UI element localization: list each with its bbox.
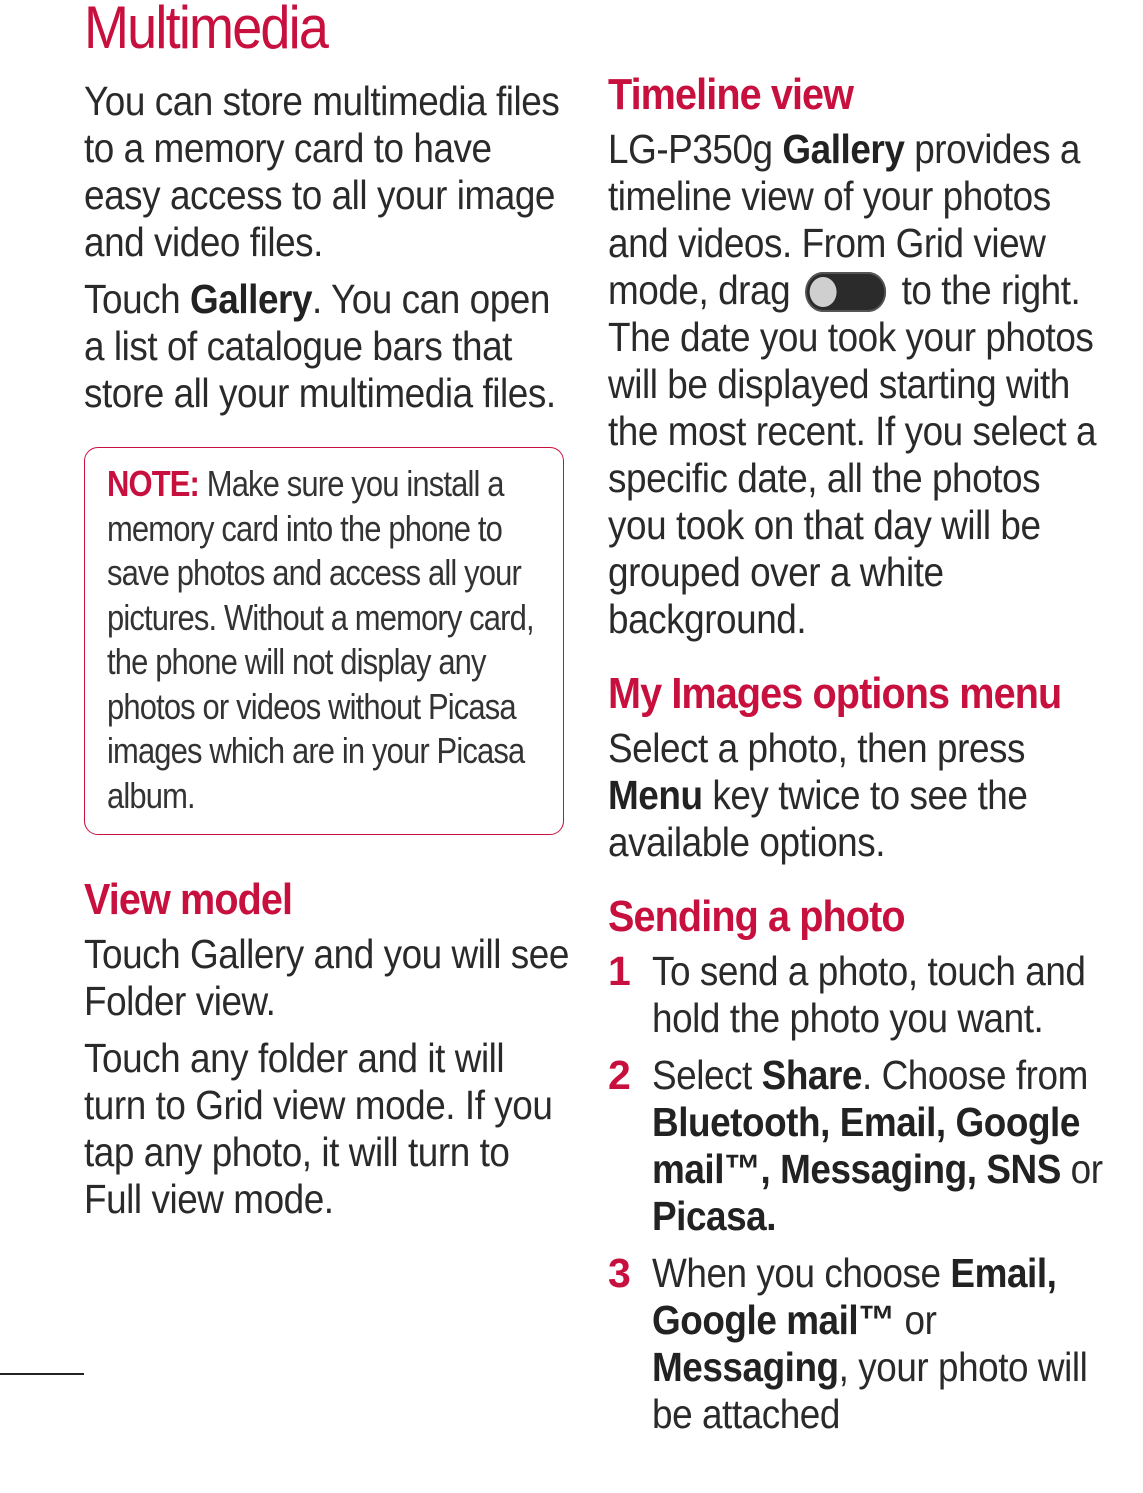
step-2: [608, 1052, 1108, 1240]
options-pre: Select a photo, then press: [608, 725, 1026, 771]
gallery-pre: Touch: [84, 276, 191, 322]
left-column: [84, 78, 574, 1233]
gallery-keyword: Gallery: [190, 276, 313, 322]
toggle-switch-icon: [805, 272, 886, 312]
timeline-paragraph: [608, 126, 1108, 643]
step-number: 1: [608, 948, 631, 994]
view-model-heading: View model: [84, 875, 293, 924]
view-model-paragraph-1: Touch Gallery and you will see Folder view.: [84, 931, 569, 1024]
note-label: NOTE:: [107, 463, 200, 504]
toggle-knob: [810, 277, 837, 307]
options-post: key twice to see the available options.: [608, 772, 1028, 865]
timeline-gallery-keyword: Gallery: [782, 126, 905, 172]
step-3-post: , your photo will be attached: [652, 1344, 1088, 1437]
view-model-paragraph-2: Touch any folder and it will turn to Grid view mode. If you tap any photo, it will turn to Full view mode.: [84, 1035, 553, 1222]
step-3: [608, 1250, 1108, 1438]
messaging-keyword: Messaging: [652, 1344, 839, 1390]
step-3-mid: or: [894, 1297, 937, 1343]
step-2-mid2: or: [1060, 1146, 1103, 1192]
steps-list: [608, 948, 1108, 1438]
options-heading: My Images options menu: [608, 669, 1062, 718]
timeline-heading: Timeline view: [608, 70, 854, 119]
step-2-mid: . Choose from: [861, 1052, 1088, 1098]
step-number: 3: [608, 1250, 631, 1296]
picasa-keyword: Picasa.: [652, 1193, 777, 1239]
note-text: [107, 462, 549, 818]
share-keyword: Share: [761, 1052, 862, 1098]
timeline-pre: LG-P350g: [608, 126, 783, 172]
timeline-mid: provides a timeline view of your photos and videos. From Grid view mode, drag: [608, 126, 1080, 313]
right-column: [608, 70, 1108, 1448]
email-keyword: Email, Google mail™: [652, 1250, 1057, 1343]
step-text: [652, 1250, 1108, 1438]
timeline-post: to the right. The date you took your photos will be displayed starting with the most recent. If you select a specific date, all the photos you took on that day will be grouped over a white background.: [608, 267, 1097, 642]
page-title: Multimedia: [84, 0, 328, 61]
note-body: Make sure you install a memory card into the phone to save photos and access all your pictures. Without a memory card, the phone will not display any photos or videos without Picasa images which are in your Picasa album.: [107, 463, 534, 816]
step-2-pre: Select: [652, 1052, 762, 1098]
step-text: [652, 1052, 1108, 1240]
note-box: [84, 447, 564, 835]
intro-paragraph: You can store multimedia files to a memory card to have easy access to all your image and video files.: [84, 78, 560, 265]
step-number: 2: [608, 1052, 631, 1098]
gallery-post: . You can open a list of catalogue bars that store all your multimedia files.: [84, 276, 556, 416]
options-paragraph: [608, 725, 1108, 866]
share-options-keywords: Bluetooth, Email, Google mail™, Messaging, SNS: [652, 1099, 1080, 1192]
step-1: [608, 948, 1108, 1042]
step-3-pre: When you choose: [652, 1250, 951, 1296]
step-text: To send a photo, touch and hold the photo you want.: [652, 948, 1086, 1041]
gallery-paragraph: [84, 276, 574, 417]
sending-heading: Sending a photo: [608, 892, 905, 941]
footer-rule: [0, 1373, 84, 1375]
menu-keyword: Menu: [608, 772, 703, 818]
